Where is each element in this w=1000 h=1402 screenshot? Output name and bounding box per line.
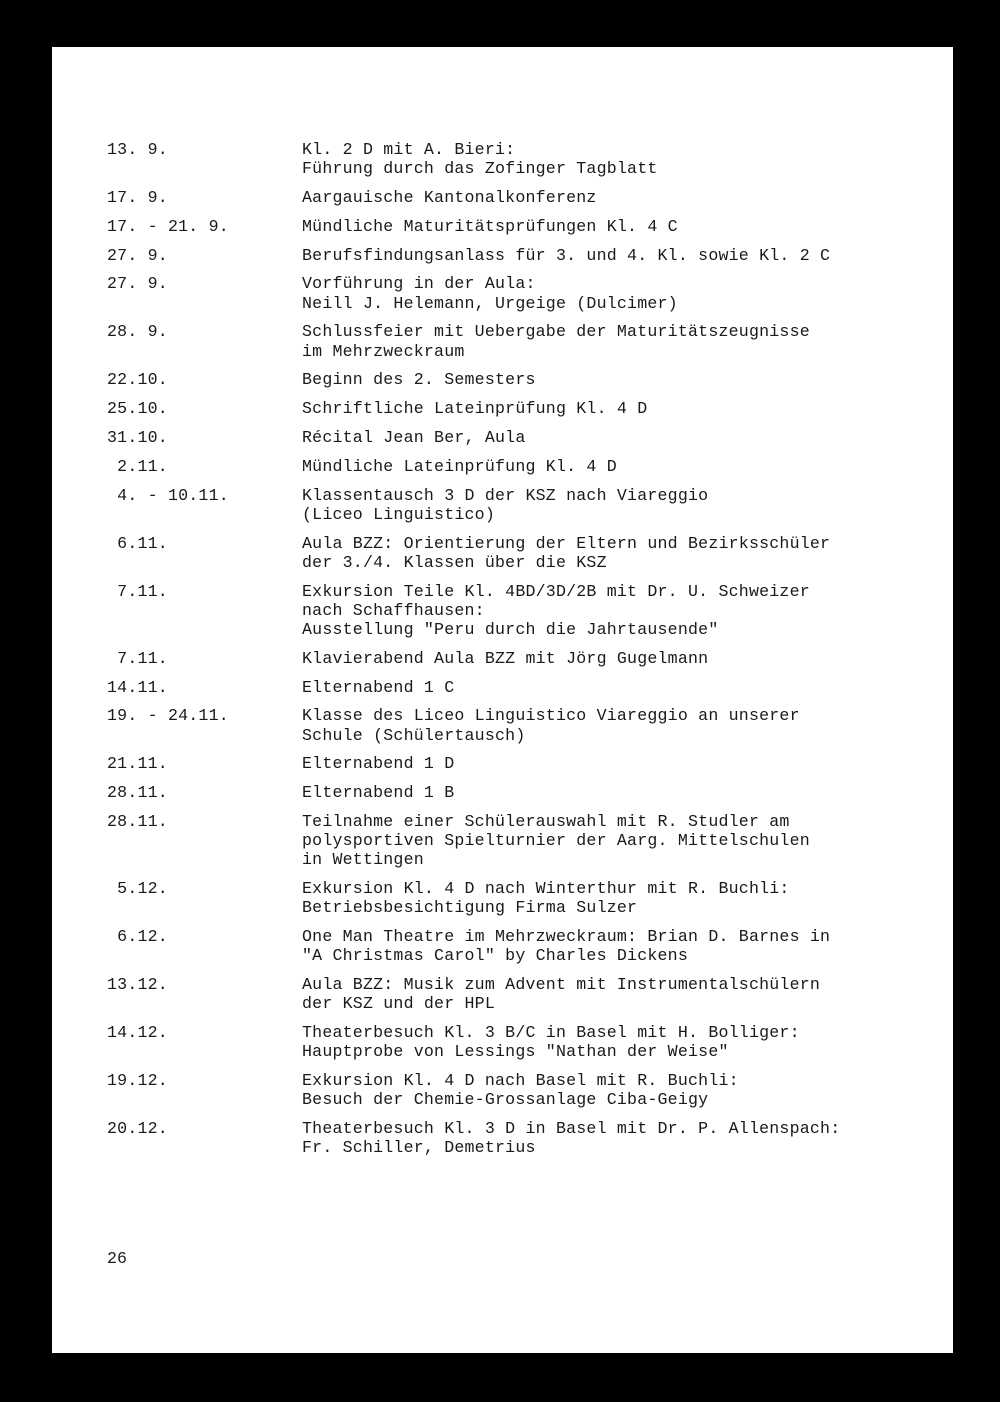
entry-date: 13. 9.: [107, 140, 168, 159]
entry-description: [302, 1023, 937, 1061]
entry-date: 17. - 21. 9.: [107, 216, 229, 236]
entry-date: 14.11.: [107, 677, 168, 697]
entry-description: [302, 486, 937, 524]
document-page: [52, 47, 953, 1353]
entry-description: [302, 140, 937, 178]
entry-date: 4. - 10.11.: [107, 485, 229, 505]
entry-date: 20.12.: [107, 1119, 168, 1139]
schedule-entry: [107, 274, 937, 312]
entry-description-line: der 3./4. Klassen über die KSZ: [302, 552, 607, 572]
entry-description: [302, 274, 937, 312]
entry-description-line: Kl. 2 D mit A. Bieri:: [302, 140, 516, 159]
entry-description: [302, 582, 937, 640]
entry-date: 19. - 24.11.: [107, 706, 229, 726]
entry-description: [302, 649, 937, 668]
entry-description: [302, 927, 937, 965]
entry-description-line: Führung durch das Zofinger Tagblatt: [302, 159, 658, 179]
schedule-entry: [107, 1119, 937, 1157]
schedule-entry: [107, 706, 937, 744]
entry-date: 25.10.: [107, 399, 168, 419]
entry-date: 21.11.: [107, 754, 168, 774]
entry-description: [302, 370, 937, 389]
entry-description-line: Aula BZZ: Orientierung der Eltern und Bezirksschüler: [302, 533, 831, 553]
schedule-entry: [107, 534, 937, 572]
schedule-entry: [107, 649, 937, 668]
schedule-entry: [107, 927, 937, 965]
schedule-entry: [107, 1071, 937, 1109]
schedule-entry: [107, 140, 937, 178]
entry-description: [302, 399, 937, 418]
entry-description-line: Elternabend 1 B: [302, 783, 455, 803]
entry-date: 17. 9.: [107, 188, 168, 207]
entry-date: 13.12.: [107, 975, 168, 995]
entry-description: [302, 783, 937, 802]
entry-description-line: Theaterbesuch Kl. 3 D in Basel mit Dr. P. Allenspach:: [302, 1119, 841, 1139]
entry-date: 6.12.: [107, 927, 168, 947]
entry-description-line: nach Schaffhausen:: [302, 600, 485, 620]
schedule-entry: [107, 1023, 937, 1061]
schedule-entry: [107, 975, 937, 1013]
entry-description: [302, 217, 937, 236]
schedule-entry: [107, 678, 937, 697]
entry-description-line: Aargauische Kantonalkonferenz: [302, 188, 597, 207]
entry-date: 7.11.: [107, 648, 168, 668]
entry-description-line: Besuch der Chemie-Grossanlage Ciba-Geigy: [302, 1090, 709, 1110]
entry-description: [302, 1119, 937, 1157]
entry-description-line: Theaterbesuch Kl. 3 B/C in Basel mit H. Bolliger:: [302, 1023, 800, 1043]
entry-description: [302, 678, 937, 697]
schedule-entry: [107, 188, 937, 207]
entry-description-line: Exkursion Teile Kl. 4BD/3D/2B mit Dr. U. Schweizer: [302, 581, 810, 601]
entry-description-line: Mündliche Maturitätsprüfungen Kl. 4 C: [302, 216, 678, 236]
entry-description-line: Betriebsbesichtigung Firma Sulzer: [302, 898, 638, 918]
entry-description: [302, 1071, 937, 1109]
entry-date: 14.12.: [107, 1023, 168, 1043]
entry-description-line: in Wettingen: [302, 850, 424, 870]
entry-description-line: Mündliche Lateinprüfung Kl. 4 D: [302, 456, 617, 476]
schedule-entry: [107, 812, 937, 870]
entry-date: 31.10.: [107, 427, 168, 447]
entry-description: [302, 534, 937, 572]
entry-date: 2.11.: [107, 456, 168, 476]
schedule-entry: [107, 399, 937, 418]
schedule-entry: [107, 246, 937, 265]
entry-description: [302, 706, 937, 744]
entry-description-line: "A Christmas Carol" by Charles Dickens: [302, 946, 688, 966]
entry-date: 27. 9.: [107, 274, 168, 294]
schedule-entry: [107, 428, 937, 447]
entry-description-line: im Mehrzweckraum: [302, 341, 465, 361]
schedule-entry: [107, 879, 937, 917]
entry-description-line: Klassentausch 3 D der KSZ nach Viareggio: [302, 485, 709, 505]
entry-date: 6.11.: [107, 533, 168, 553]
entry-description-line: One Man Theatre im Mehrzweckraum: Brian D. Barnes in: [302, 927, 831, 947]
entry-description-line: Teilnahme einer Schülerauswahl mit R. Studler am: [302, 811, 790, 831]
entry-description-line: Récital Jean Ber, Aula: [302, 427, 526, 447]
entry-description: [302, 879, 937, 917]
entry-description-line: Beginn des 2. Semesters: [302, 370, 536, 390]
entry-date: 28. 9.: [107, 322, 168, 342]
entry-description-line: Ausstellung "Peru durch die Jahrtausende": [302, 619, 719, 639]
schedule-entry: [107, 370, 937, 389]
entry-description-line: Klavierabend Aula BZZ mit Jörg Gugelmann: [302, 648, 709, 668]
entry-description: [302, 188, 937, 207]
schedule-entry: [107, 486, 937, 524]
entry-description-line: der KSZ und der HPL: [302, 994, 495, 1014]
page-number: 26: [107, 1249, 127, 1268]
schedule-entry: [107, 783, 937, 802]
entry-date: 5.12.: [107, 879, 168, 899]
schedule-entry: [107, 217, 937, 236]
entry-date: 22.10.: [107, 370, 168, 390]
entry-description-line: Schule (Schülertausch): [302, 725, 526, 745]
event-schedule: [107, 140, 937, 1167]
entry-date: 28.11.: [107, 811, 168, 831]
entry-description: [302, 975, 937, 1013]
entry-description-line: Elternabend 1 C: [302, 677, 455, 697]
entry-description-line: Berufsfindungsanlass für 3. und 4. Kl. sowie Kl. 2 C: [302, 245, 831, 265]
schedule-entry: [107, 457, 937, 476]
schedule-entry: [107, 322, 937, 360]
entry-description-line: Elternabend 1 D: [302, 754, 455, 774]
entry-date: 7.11.: [107, 581, 168, 601]
entry-description-line: Schriftliche Lateinprüfung Kl. 4 D: [302, 399, 648, 419]
entry-description-line: Exkursion Kl. 4 D nach Winterthur mit R. Buchli:: [302, 879, 790, 899]
entry-description: [302, 246, 937, 265]
entry-description-line: Aula BZZ: Musik zum Advent mit Instrumentalschülern: [302, 975, 821, 995]
entry-date: 19.12.: [107, 1071, 168, 1091]
entry-date: 28.11.: [107, 783, 168, 803]
entry-description: [302, 457, 937, 476]
entry-description-line: Fr. Schiller, Demetrius: [302, 1138, 536, 1158]
entry-description-line: Exkursion Kl. 4 D nach Basel mit R. Buchli:: [302, 1071, 739, 1091]
entry-description-line: Hauptprobe von Lessings "Nathan der Weise": [302, 1042, 729, 1062]
entry-date: 27. 9.: [107, 245, 168, 265]
entry-description-line: polysportiven Spielturnier der Aarg. Mittelschulen: [302, 831, 810, 851]
schedule-entry: [107, 754, 937, 773]
entry-description-line: Neill J. Helemann, Urgeige (Dulcimer): [302, 293, 678, 313]
entry-description: [302, 812, 937, 870]
entry-description: [302, 754, 937, 773]
entry-description-line: Vorführung in der Aula:: [302, 274, 536, 294]
entry-description: [302, 322, 937, 360]
entry-description-line: Schlussfeier mit Uebergabe der Maturitätszeugnisse: [302, 322, 810, 342]
entry-description-line: Klasse des Liceo Linguistico Viareggio an unserer: [302, 706, 800, 726]
schedule-entry: [107, 582, 937, 640]
entry-description-line: (Liceo Linguistico): [302, 504, 495, 524]
entry-description: [302, 428, 937, 447]
